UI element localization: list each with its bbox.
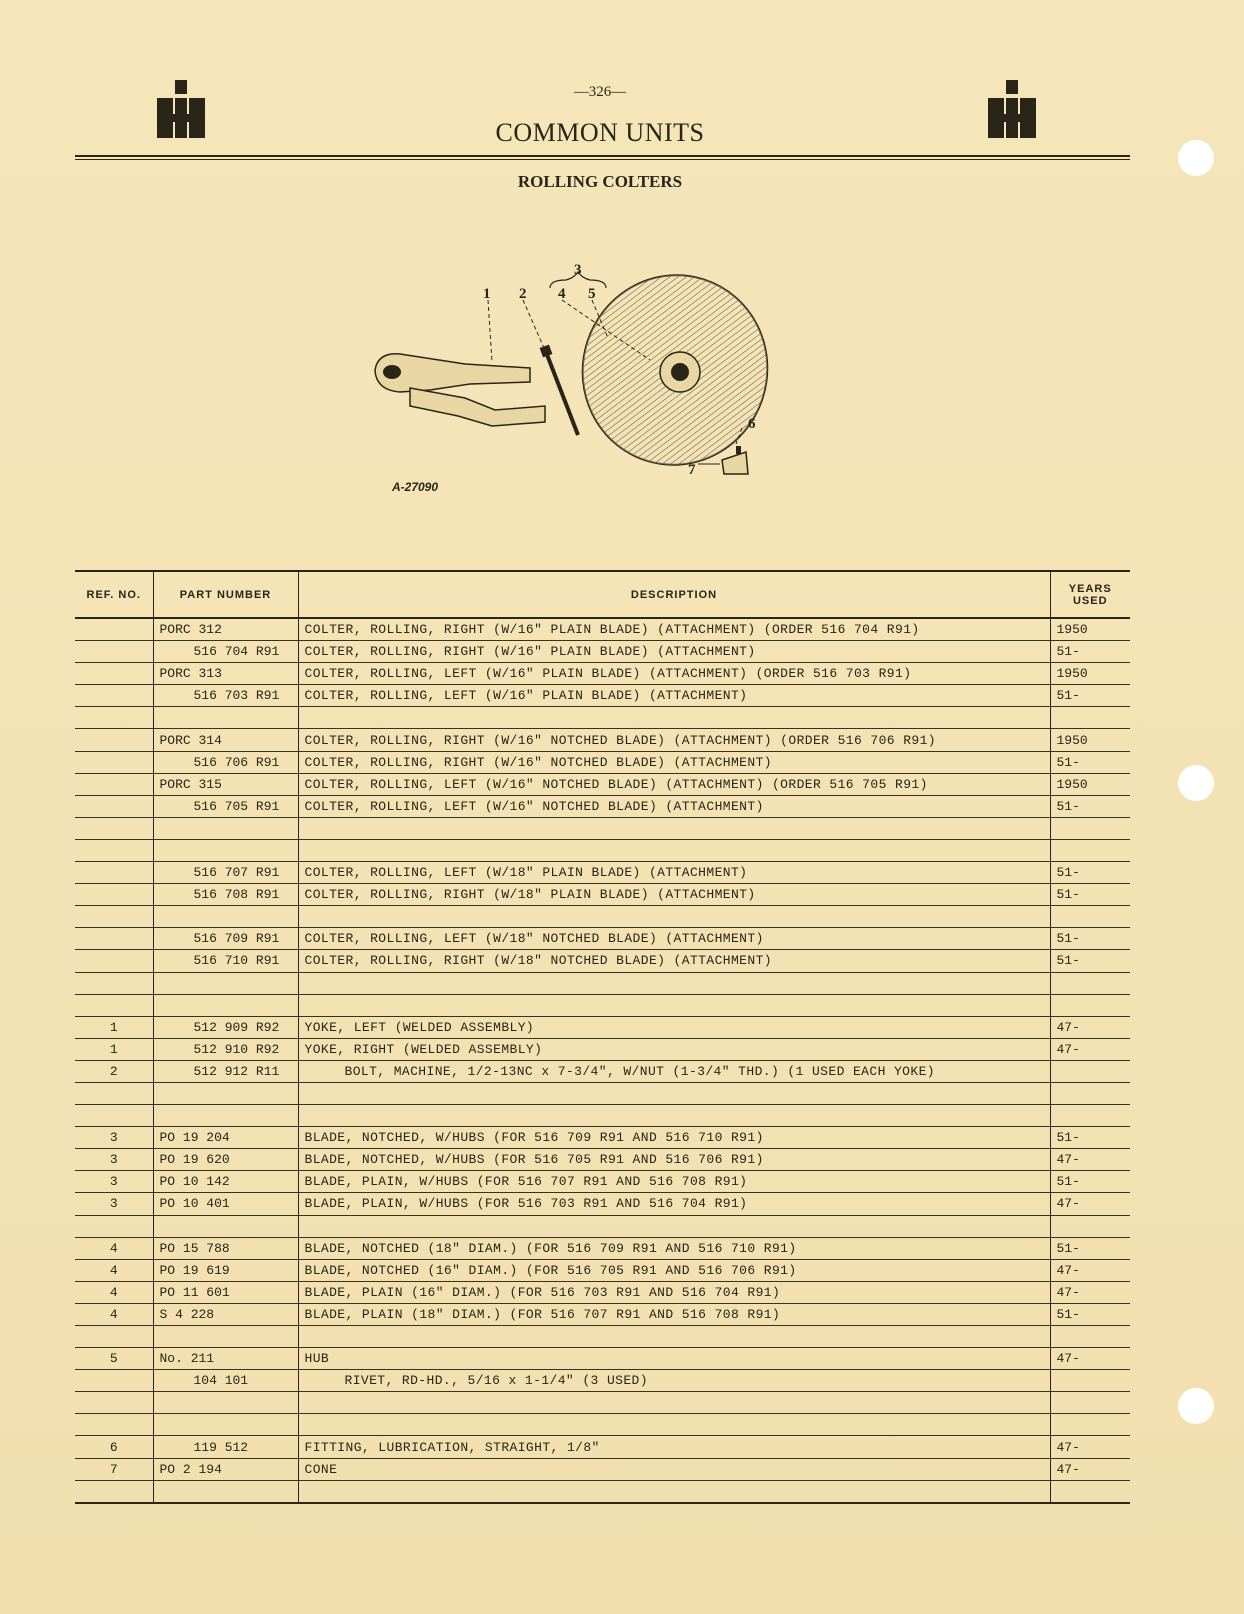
ref-cell <box>75 1326 153 1348</box>
part-number-cell: PO 19 620 <box>153 1149 298 1171</box>
callout-2: 2 <box>519 286 527 302</box>
years-cell: 1950 <box>1050 618 1130 641</box>
years-cell: 51- <box>1050 1127 1130 1149</box>
description-cell: YOKE, LEFT (WELDED ASSEMBLY) <box>298 1016 1050 1038</box>
callout-3: 3 <box>574 262 582 278</box>
table-row <box>75 839 1130 861</box>
part-number-cell <box>153 972 298 994</box>
description-cell: COLTER, ROLLING, LEFT (W/16" NOTCHED BLADE) (ATTACHMENT) <box>298 795 1050 817</box>
years-cell: 51- <box>1050 884 1130 906</box>
ref-no-header: REF. NO. <box>75 571 153 618</box>
years-cell: 47- <box>1050 1016 1130 1038</box>
ref-cell <box>75 994 153 1016</box>
part-number-cell: PO 2 194 <box>153 1458 298 1480</box>
years-cell: 1950 <box>1050 729 1130 751</box>
part-number-cell <box>153 1215 298 1237</box>
ref-cell <box>75 663 153 685</box>
part-number-cell: 512 912 R11 <box>153 1060 298 1082</box>
part-number-cell: PO 19 619 <box>153 1259 298 1281</box>
part-number-cell: PORC 313 <box>153 663 298 685</box>
part-number-cell: 119 512 <box>153 1436 298 1458</box>
part-number-cell: 516 709 R91 <box>153 928 298 950</box>
description-cell <box>298 994 1050 1016</box>
description-cell: BLADE, PLAIN, W/HUBS (FOR 516 703 R91 AND 516 704 R91) <box>298 1193 1050 1215</box>
table-row <box>75 1458 1130 1480</box>
table-row <box>75 1215 1130 1237</box>
years-cell <box>1050 707 1130 729</box>
part-number-cell: PO 19 204 <box>153 1127 298 1149</box>
years-cell <box>1050 972 1130 994</box>
years-cell: 51- <box>1050 685 1130 707</box>
table-row <box>75 663 1130 685</box>
part-number-cell <box>153 1414 298 1436</box>
ref-cell <box>75 950 153 972</box>
description-cell <box>298 1392 1050 1414</box>
years-cell: 51- <box>1050 862 1130 884</box>
part-number-cell: 104 101 <box>153 1370 298 1392</box>
years-cell: 47- <box>1050 1281 1130 1303</box>
ref-cell: 4 <box>75 1237 153 1259</box>
ref-cell <box>75 795 153 817</box>
part-number-cell <box>153 1326 298 1348</box>
parts-table <box>75 570 1130 1504</box>
description-cell: COLTER, ROLLING, LEFT (W/18" NOTCHED BLADE) (ATTACHMENT) <box>298 928 1050 950</box>
description-cell: COLTER, ROLLING, RIGHT (W/18" NOTCHED BLADE) (ATTACHMENT) <box>298 950 1050 972</box>
ref-cell <box>75 1370 153 1392</box>
description-cell <box>298 972 1050 994</box>
description-header: DESCRIPTION <box>298 571 1050 618</box>
part-number-cell <box>153 906 298 928</box>
header-rule <box>75 159 1130 160</box>
description-cell: BLADE, PLAIN, W/HUBS (FOR 516 707 R91 AND 516 708 R91) <box>298 1171 1050 1193</box>
description-cell: COLTER, ROLLING, RIGHT (W/16" PLAIN BLADE) (ATTACHMENT) <box>298 641 1050 663</box>
ref-cell <box>75 972 153 994</box>
ref-cell <box>75 685 153 707</box>
years-header-line: YEARS <box>1068 582 1112 595</box>
description-cell <box>298 817 1050 839</box>
years-cell <box>1050 1105 1130 1127</box>
description-cell: COLTER, ROLLING, RIGHT (W/16" NOTCHED BLADE) (ATTACHMENT) (ORDER 516 706 R91) <box>298 729 1050 751</box>
ref-cell: 2 <box>75 1060 153 1082</box>
callout-4: 4 <box>558 286 566 302</box>
part-number-cell <box>153 1105 298 1127</box>
table-row <box>75 950 1130 972</box>
table-row <box>75 1127 1130 1149</box>
years-cell: 51- <box>1050 1171 1130 1193</box>
part-number-cell: PORC 312 <box>153 618 298 641</box>
ref-cell: 4 <box>75 1303 153 1325</box>
table-row <box>75 884 1130 906</box>
years-cell <box>1050 1326 1130 1348</box>
table-row <box>75 1436 1130 1458</box>
description-cell: COLTER, ROLLING, LEFT (W/18" PLAIN BLADE) (ATTACHMENT) <box>298 862 1050 884</box>
years-cell: 47- <box>1050 1348 1130 1370</box>
ref-cell <box>75 618 153 641</box>
description-cell <box>298 707 1050 729</box>
ref-cell: 3 <box>75 1193 153 1215</box>
years-cell <box>1050 839 1130 861</box>
callout-1: 1 <box>483 286 491 302</box>
table-row <box>75 1414 1130 1436</box>
table-row <box>75 1060 1130 1082</box>
table-row <box>75 1480 1130 1503</box>
table-row <box>75 618 1130 641</box>
header-rule <box>75 155 1130 157</box>
years-cell <box>1050 994 1130 1016</box>
years-cell: 1950 <box>1050 773 1130 795</box>
ref-cell <box>75 1480 153 1503</box>
part-number-cell: 516 706 R91 <box>153 751 298 773</box>
ref-cell <box>75 884 153 906</box>
part-number-cell: 516 705 R91 <box>153 795 298 817</box>
table-row <box>75 729 1130 751</box>
part-number-cell <box>153 817 298 839</box>
description-cell: BLADE, NOTCHED, W/HUBS (FOR 516 705 R91 AND 516 706 R91) <box>298 1149 1050 1171</box>
table-row <box>75 1392 1130 1414</box>
years-cell <box>1050 1082 1130 1104</box>
part-number-cell: No. 211 <box>153 1348 298 1370</box>
ref-cell <box>75 862 153 884</box>
diagram-code: A-27090 <box>392 480 439 494</box>
table-row <box>75 906 1130 928</box>
years-cell: 47- <box>1050 1259 1130 1281</box>
ref-cell <box>75 773 153 795</box>
part-number-cell: PO 10 142 <box>153 1171 298 1193</box>
description-cell: COLTER, ROLLING, RIGHT (W/18" PLAIN BLADE) (ATTACHMENT) <box>298 884 1050 906</box>
table-row <box>75 994 1130 1016</box>
part-number-cell <box>153 707 298 729</box>
description-cell <box>298 1105 1050 1127</box>
table-row <box>75 795 1130 817</box>
years-cell <box>1050 1370 1130 1392</box>
callout-7: 7 <box>688 462 696 478</box>
description-cell: BLADE, PLAIN (18" DIAM.) (FOR 516 707 R91 AND 516 708 R91) <box>298 1303 1050 1325</box>
part-number-cell: 516 704 R91 <box>153 641 298 663</box>
years-cell: 51- <box>1050 641 1130 663</box>
years-cell: 51- <box>1050 950 1130 972</box>
part-number-cell: 512 909 R92 <box>153 1016 298 1038</box>
table-row <box>75 1038 1130 1060</box>
ref-cell: 4 <box>75 1259 153 1281</box>
description-cell: BLADE, NOTCHED, W/HUBS (FOR 516 709 R91 AND 516 710 R91) <box>298 1127 1050 1149</box>
years-cell <box>1050 1392 1130 1414</box>
years-cell <box>1050 1060 1130 1082</box>
page-number: —326— <box>573 84 627 100</box>
table-row <box>75 1016 1130 1038</box>
table-row <box>75 1281 1130 1303</box>
table-row <box>75 1326 1130 1348</box>
part-number-cell: PO 11 601 <box>153 1281 298 1303</box>
part-number-cell: 516 710 R91 <box>153 950 298 972</box>
description-cell <box>298 906 1050 928</box>
part-number-cell: PO 15 788 <box>153 1237 298 1259</box>
years-cell: 51- <box>1050 928 1130 950</box>
table-row <box>75 972 1130 994</box>
description-cell <box>298 1326 1050 1348</box>
description-cell: COLTER, ROLLING, RIGHT (W/16" NOTCHED BLADE) (ATTACHMENT) <box>298 751 1050 773</box>
ref-cell <box>75 1105 153 1127</box>
years-cell <box>1050 1215 1130 1237</box>
table-row <box>75 707 1130 729</box>
years-cell: 47- <box>1050 1149 1130 1171</box>
description-cell: COLTER, ROLLING, LEFT (W/16" PLAIN BLADE) (ATTACHMENT) <box>298 685 1050 707</box>
years-cell: 51- <box>1050 1237 1130 1259</box>
yoke-drawing <box>375 354 545 426</box>
years-cell: 47- <box>1050 1193 1130 1215</box>
part-number-cell: 516 707 R91 <box>153 862 298 884</box>
table-row <box>75 751 1130 773</box>
years-used-header <box>1050 571 1130 618</box>
ref-cell: 3 <box>75 1149 153 1171</box>
years-cell: 47- <box>1050 1458 1130 1480</box>
ref-cell <box>75 641 153 663</box>
table-header-row <box>75 571 1130 618</box>
ref-cell: 5 <box>75 1348 153 1370</box>
ref-cell: 1 <box>75 1038 153 1060</box>
table-row <box>75 1237 1130 1259</box>
table-row <box>75 1171 1130 1193</box>
part-number-cell: 512 910 R92 <box>153 1038 298 1060</box>
table-row <box>75 928 1130 950</box>
ref-cell: 1 <box>75 1016 153 1038</box>
part-number-cell: 516 708 R91 <box>153 884 298 906</box>
ref-cell <box>75 906 153 928</box>
years-cell <box>1050 817 1130 839</box>
years-cell: 47- <box>1050 1038 1130 1060</box>
table-row <box>75 773 1130 795</box>
cone-drawing <box>722 446 748 474</box>
part-number-cell: PORC 315 <box>153 773 298 795</box>
description-cell: COLTER, ROLLING, LEFT (W/16" NOTCHED BLADE) (ATTACHMENT) (ORDER 516 705 R91) <box>298 773 1050 795</box>
table-row <box>75 1348 1130 1370</box>
ref-cell <box>75 1215 153 1237</box>
ref-cell <box>75 928 153 950</box>
table-row <box>75 1370 1130 1392</box>
description-cell: YOKE, RIGHT (WELDED ASSEMBLY) <box>298 1038 1050 1060</box>
used-header-line: USED <box>1072 594 1108 607</box>
years-cell <box>1050 1480 1130 1503</box>
description-cell <box>298 1082 1050 1104</box>
part-number-cell <box>153 1392 298 1414</box>
description-cell: CONE <box>298 1458 1050 1480</box>
ref-cell <box>75 707 153 729</box>
table-row <box>75 1259 1130 1281</box>
table-row <box>75 1082 1130 1104</box>
description-cell: HUB <box>298 1348 1050 1370</box>
table-row <box>75 817 1130 839</box>
description-cell: BOLT, MACHINE, 1/2-13NC x 7-3/4", W/NUT (1-3/4" THD.) (1 USED EACH YOKE) <box>298 1060 1050 1082</box>
binder-hole <box>1178 765 1214 801</box>
ref-cell: 7 <box>75 1458 153 1480</box>
ref-cell <box>75 729 153 751</box>
table-row <box>75 1149 1130 1171</box>
callout-6: 6 <box>748 416 756 432</box>
part-number-cell: PO 10 401 <box>153 1193 298 1215</box>
binder-hole <box>1178 1388 1214 1424</box>
years-cell <box>1050 906 1130 928</box>
years-cell: 1950 <box>1050 663 1130 685</box>
part-number-cell <box>153 994 298 1016</box>
ref-cell: 3 <box>75 1171 153 1193</box>
section-title: ROLLING COLTERS <box>517 172 683 191</box>
table-row <box>75 1105 1130 1127</box>
description-cell <box>298 1215 1050 1237</box>
description-cell: COLTER, ROLLING, RIGHT (W/16" PLAIN BLADE) (ATTACHMENT) (ORDER 516 704 R91) <box>298 618 1050 641</box>
ref-cell <box>75 1082 153 1104</box>
years-cell: 51- <box>1050 1303 1130 1325</box>
part-number-cell <box>153 1082 298 1104</box>
table-row <box>75 1303 1130 1325</box>
part-number-cell <box>153 1480 298 1503</box>
table-row <box>75 641 1130 663</box>
years-cell: 51- <box>1050 795 1130 817</box>
description-cell <box>298 1480 1050 1503</box>
years-cell <box>1050 1414 1130 1436</box>
part-number-cell <box>153 839 298 861</box>
description-cell <box>298 839 1050 861</box>
table-row <box>75 685 1130 707</box>
ref-cell <box>75 1392 153 1414</box>
part-number-header: PART NUMBER <box>153 571 298 618</box>
callout-5: 5 <box>588 286 596 302</box>
part-number-cell: PORC 314 <box>153 729 298 751</box>
page-title: COMMON UNITS <box>495 118 705 147</box>
description-cell: FITTING, LUBRICATION, STRAIGHT, 1/8" <box>298 1436 1050 1458</box>
description-cell <box>298 1414 1050 1436</box>
description-cell: COLTER, ROLLING, LEFT (W/16" PLAIN BLADE) (ATTACHMENT) (ORDER 516 703 R91) <box>298 663 1050 685</box>
description-cell: BLADE, NOTCHED (18" DIAM.) (FOR 516 709 R91 AND 516 710 R91) <box>298 1237 1050 1259</box>
ref-cell <box>75 839 153 861</box>
rolling-colter-diagram <box>370 260 810 500</box>
table-row <box>75 1193 1130 1215</box>
part-number-cell: 516 703 R91 <box>153 685 298 707</box>
part-number-cell: S 4 228 <box>153 1303 298 1325</box>
ref-cell: 3 <box>75 1127 153 1149</box>
description-cell: BLADE, NOTCHED (16" DIAM.) (FOR 516 705 R91 AND 516 706 R91) <box>298 1259 1050 1281</box>
ref-cell <box>75 1414 153 1436</box>
ref-cell <box>75 751 153 773</box>
ref-cell: 4 <box>75 1281 153 1303</box>
table-row <box>75 862 1130 884</box>
description-cell: BLADE, PLAIN (16" DIAM.) (FOR 516 703 R91 AND 516 704 R91) <box>298 1281 1050 1303</box>
years-cell: 47- <box>1050 1436 1130 1458</box>
ref-cell: 6 <box>75 1436 153 1458</box>
years-cell: 51- <box>1050 751 1130 773</box>
ref-cell <box>75 817 153 839</box>
description-cell: RIVET, RD-HD., 5/16 x 1-1/4" (3 USED) <box>298 1370 1050 1392</box>
